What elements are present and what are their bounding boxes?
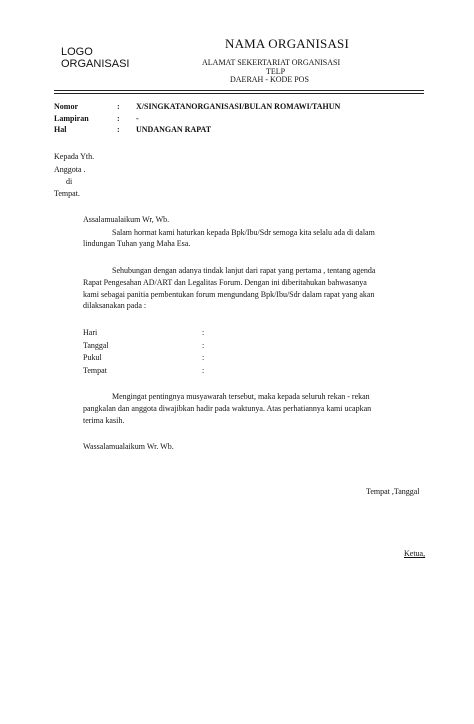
lampiran-value: - xyxy=(136,114,139,123)
recipient-line-1: Kepada Yth. xyxy=(54,152,95,161)
field-pukul-colon: : xyxy=(202,353,205,362)
paragraph-2-line-3: kami sebagai panitia pembentukan forum mengundang Bpk/Ibu/Sdr dalam rapat yang akan xyxy=(83,290,375,299)
paragraph-3-line-1: Mengingat pentingnya musyawarah tersebut, maka kepada seluruh rekan - rekan xyxy=(112,392,370,401)
field-pukul-label: Pukul xyxy=(83,353,102,362)
field-tempat-colon: : xyxy=(202,366,205,375)
recipient-line-2: Anggota . xyxy=(54,165,86,174)
paragraph-3-line-2: pangkalan dan anggota diwajibkan hadir pada waktunya. Atas perhatiannya kami ucapkan xyxy=(83,404,372,413)
field-tanggal-label: Tanggal xyxy=(83,341,109,350)
nomor-label: Nomor xyxy=(54,102,78,111)
logo-placeholder xyxy=(61,46,129,70)
field-hari-colon: : xyxy=(202,328,205,337)
field-hari-label: Hari xyxy=(83,328,98,337)
paragraph-1-line-1: Salam hormat kami haturkan kepada Bpk/Ibu/Sdr semoga kita selalu ada di dalam xyxy=(112,228,375,237)
paragraph-2-line-1: Sehubungan dengan adanya tindak lanjut dari rapat yang pertama , tentang agenda xyxy=(112,266,376,275)
field-tempat-label: Tempat xyxy=(83,366,107,375)
signature-role: Ketua, xyxy=(404,549,426,558)
recipient-line-4: Tempat. xyxy=(54,189,80,198)
hal-colon: : xyxy=(117,125,120,134)
organization-region: DAERAH - KODE POS xyxy=(230,75,309,84)
recipient-line-3: di xyxy=(66,177,73,186)
opening-greeting: Assalamualaikum Wr, Wb. xyxy=(83,215,170,224)
signature-place-date: Tempat ,Tanggal xyxy=(366,487,420,496)
hal-value: UNDANGAN RAPAT xyxy=(136,125,212,134)
closing-greeting: Wassalamualaikum Wr. Wb. xyxy=(83,442,174,451)
field-tanggal-colon: : xyxy=(202,341,205,350)
nomor-colon: : xyxy=(117,102,120,111)
hal-label: Hal xyxy=(54,125,67,134)
logo-line-2: ORGANISASI xyxy=(61,58,130,70)
nomor-value: X/SINGKATANORGANISASI/BULAN ROMAWI/TAHUN xyxy=(136,102,341,111)
paragraph-2-line-2: Rapat Pengesahan AD/ART dan Legalitas Forum. Dengan ini diberitahukan bahwasanya xyxy=(83,278,367,287)
paragraph-3-line-3: terima kasih. xyxy=(83,416,125,425)
organization-address: ALAMAT SEKERTARIAT ORGANISASI xyxy=(202,58,341,67)
header-divider-thin xyxy=(54,93,424,94)
organization-name: NAMA ORGANISASI xyxy=(225,36,349,51)
lampiran-label: Lampiran xyxy=(54,114,89,123)
paragraph-2-line-4: dilaksanakan pada : xyxy=(83,301,147,310)
logo-line-1: LOGO xyxy=(61,46,93,58)
organization-phone: TELP xyxy=(266,67,286,76)
header-divider xyxy=(54,90,424,91)
paragraph-1-line-2: lindungan Tuhan yang Maha Esa. xyxy=(83,239,191,248)
lampiran-colon: : xyxy=(117,114,120,123)
